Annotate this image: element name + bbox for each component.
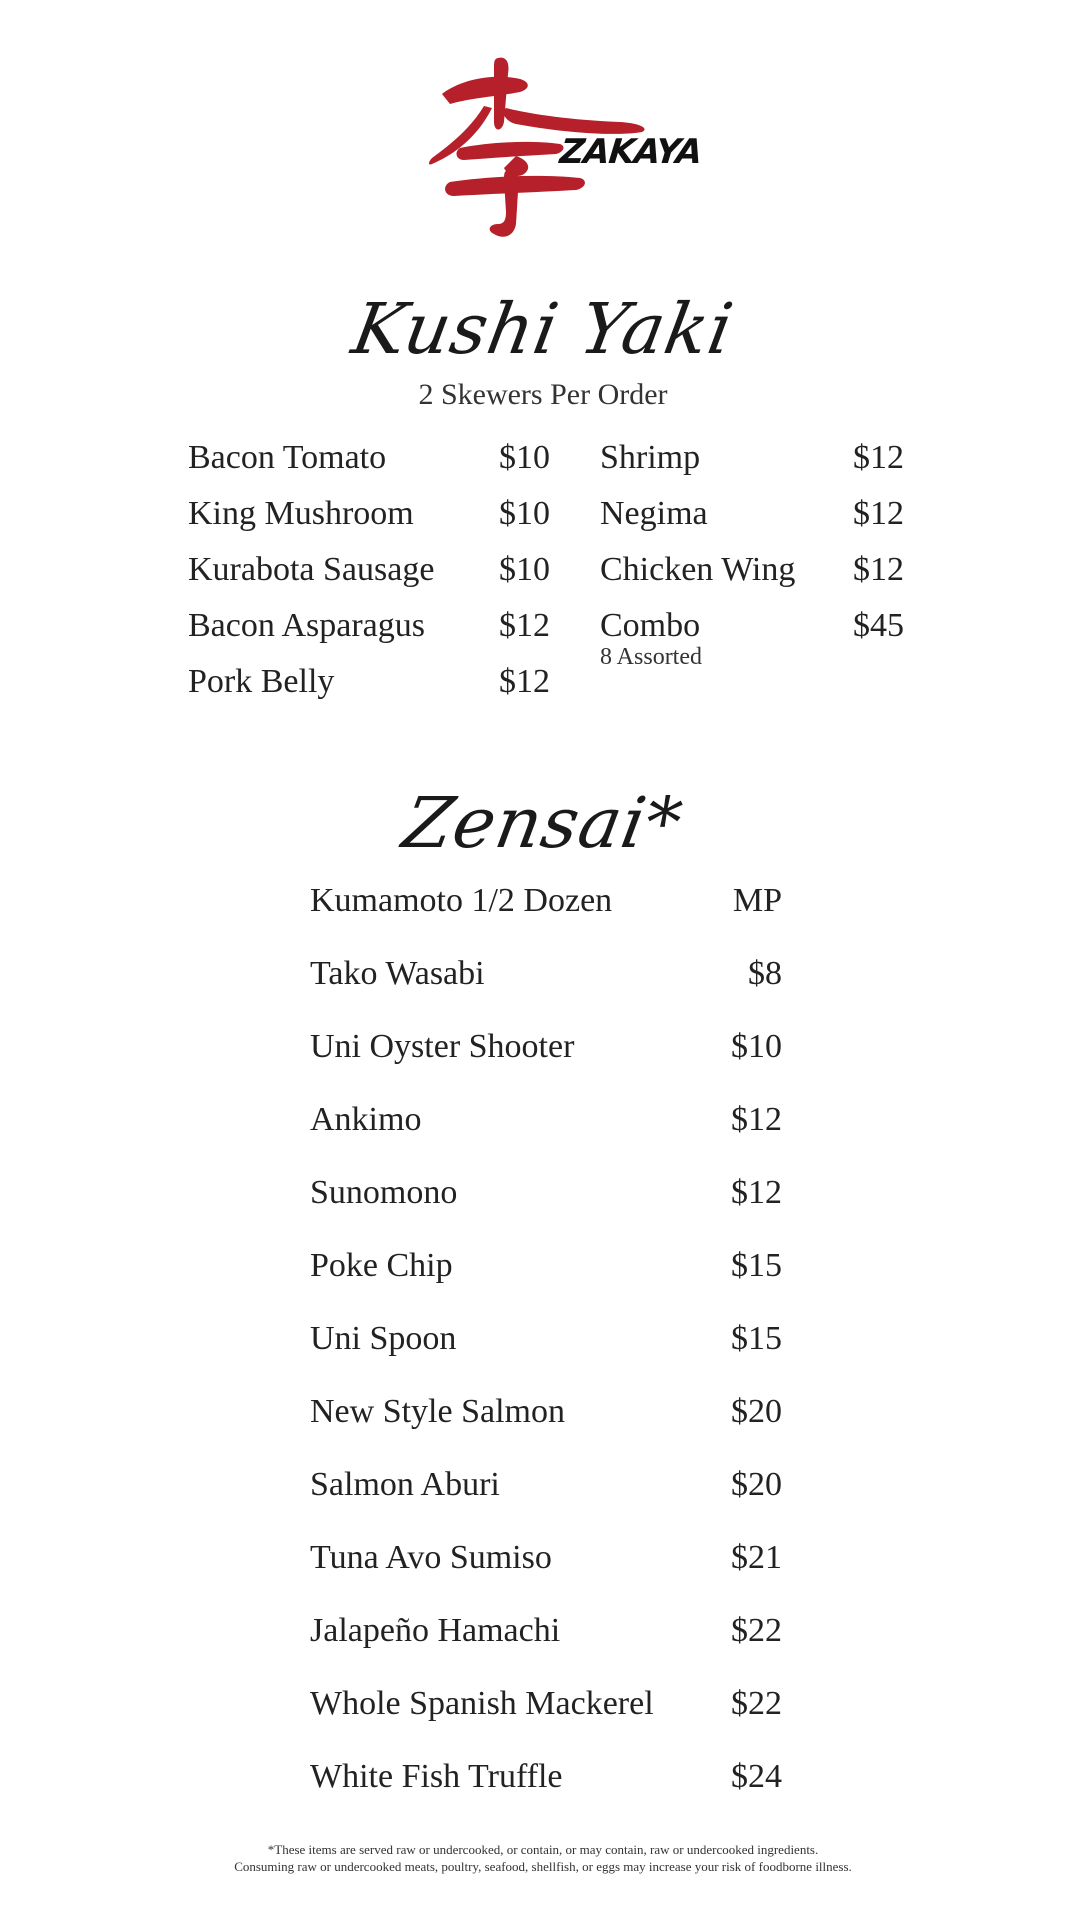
menu-item-price: $12 bbox=[731, 1101, 782, 1138]
menu-item bbox=[310, 1016, 786, 1089]
menu-item bbox=[188, 654, 550, 710]
menu-item bbox=[188, 486, 550, 542]
menu-item-price: $21 bbox=[731, 1539, 782, 1576]
menu-item-price: $24 bbox=[731, 1758, 782, 1795]
menu-item-name: Kumamoto 1/2 Dozen bbox=[310, 882, 613, 919]
menu-item bbox=[310, 1089, 786, 1162]
menu-item bbox=[600, 598, 904, 670]
raw-food-disclaimer-line-1: *These items are served raw or undercooked, or contain, or may contain, raw or undercooked ingredients. bbox=[267, 1842, 819, 1857]
kushi-yaki-title: Kushi Yaki bbox=[346, 288, 740, 370]
menu-item bbox=[310, 943, 786, 1016]
menu-item-name: Uni Spoon bbox=[310, 1320, 457, 1357]
menu-item-name: Ankimo bbox=[310, 1101, 422, 1138]
menu-item-note: 8 Assorted bbox=[600, 644, 702, 670]
menu-item bbox=[310, 870, 786, 943]
menu-item-name: Whole Spanish Mackerel bbox=[310, 1685, 654, 1722]
menu-item-name: White Fish Truffle bbox=[310, 1758, 563, 1795]
menu-item-price: $12 bbox=[853, 439, 904, 476]
menu-item-price: $12 bbox=[499, 607, 550, 644]
zensai-title: Zensai* bbox=[397, 782, 689, 864]
menu-item-name: Chicken Wing bbox=[600, 551, 796, 588]
menu-item-price: $15 bbox=[731, 1320, 782, 1357]
menu-item-price: $45 bbox=[853, 607, 904, 644]
menu-item-name: Pork Belly bbox=[188, 663, 335, 700]
menu-item bbox=[310, 1162, 786, 1235]
menu-item bbox=[310, 1673, 786, 1746]
menu-item-name: Sunomono bbox=[310, 1174, 458, 1211]
menu-item-price: $12 bbox=[731, 1174, 782, 1211]
menu-item-name: King Mushroom bbox=[188, 495, 414, 532]
menu-item-name: Negima bbox=[600, 495, 708, 532]
menu-item-name: Poke Chip bbox=[310, 1247, 453, 1284]
menu-item-price: $12 bbox=[499, 663, 550, 700]
menu-item bbox=[188, 430, 550, 486]
menu-item-name: Bacon Tomato bbox=[188, 439, 387, 476]
menu-item-name: Tuna Avo Sumiso bbox=[310, 1539, 552, 1576]
menu-item bbox=[310, 1308, 786, 1381]
menu-item bbox=[310, 1527, 786, 1600]
menu-item-name: Shrimp bbox=[600, 439, 701, 476]
menu-item-name: Salmon Aburi bbox=[310, 1466, 500, 1503]
menu-item-price: $10 bbox=[499, 439, 550, 476]
menu-item bbox=[310, 1381, 786, 1454]
menu-item bbox=[310, 1235, 786, 1308]
menu-item bbox=[188, 542, 550, 598]
menu-item bbox=[310, 1746, 786, 1819]
menu-item-price: $10 bbox=[499, 551, 550, 588]
logo-wordmark: ZAKAYA bbox=[557, 132, 704, 172]
menu-item bbox=[188, 598, 550, 654]
menu-item-name: Bacon Asparagus bbox=[188, 607, 426, 644]
kushi-yaki-left-column bbox=[188, 430, 550, 710]
menu-item bbox=[600, 430, 904, 486]
menu-item-name: Combo bbox=[600, 607, 701, 644]
menu-item bbox=[310, 1600, 786, 1673]
menu-item-price: $8 bbox=[748, 955, 782, 992]
menu-item-price: $15 bbox=[731, 1247, 782, 1284]
zensai-list bbox=[310, 870, 786, 1819]
menu-item bbox=[600, 486, 904, 542]
menu-item-price: $20 bbox=[731, 1393, 782, 1430]
menu-item-price: $12 bbox=[853, 551, 904, 588]
menu-item-price: $10 bbox=[731, 1028, 782, 1065]
menu-item-name: Kurabota Sausage bbox=[188, 551, 435, 588]
menu-item-price: $20 bbox=[731, 1466, 782, 1503]
menu-item-price: $22 bbox=[731, 1685, 782, 1722]
menu-item-name: New Style Salmon bbox=[310, 1393, 565, 1430]
menu-item bbox=[600, 542, 904, 598]
menu-item-name: Jalapeño Hamachi bbox=[310, 1612, 561, 1649]
kushi-yaki-right-column bbox=[600, 430, 904, 670]
menu-item-name: Uni Oyster Shooter bbox=[310, 1028, 575, 1065]
menu-item-price: MP bbox=[732, 882, 782, 919]
menu-item-price: $22 bbox=[731, 1612, 782, 1649]
menu-item bbox=[310, 1454, 786, 1527]
menu-item-name: Tako Wasabi bbox=[310, 955, 485, 992]
restaurant-logo bbox=[420, 52, 704, 242]
kushi-yaki-subtitle: 2 Skewers Per Order bbox=[418, 378, 668, 411]
raw-food-disclaimer-line-2: Consuming raw or undercooked meats, poultry, seafood, shellfish, or eggs may increase your risk of foodborne illness. bbox=[234, 1859, 852, 1874]
menu-item-price: $10 bbox=[499, 495, 550, 532]
menu-item-price: $12 bbox=[853, 495, 904, 532]
